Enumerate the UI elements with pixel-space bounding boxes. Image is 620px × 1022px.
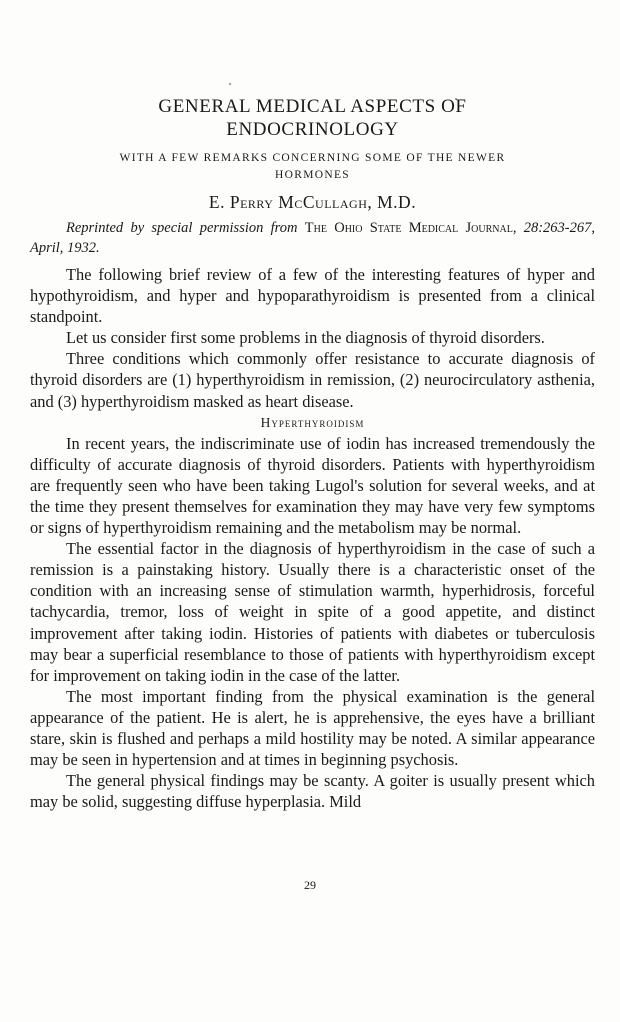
reprint-prefix: Reprinted by special permission from xyxy=(66,220,298,236)
paragraph: Let us consider first some problems in the diagnosis of thyroid disorders. xyxy=(66,328,545,348)
paragraph: In recent years, the indiscriminate use of iodin has increased tremendously the difficulty of accurate diagnosis of thyroid disorders. Patients with hyperthyroidism are frequently seen who have been taking Lugol's solution for several weeks, and at the time they present themselves for examination they may have very few symptoms or signs of hyperthyroidism remaining and the metabolism may be normal. xyxy=(30,433,595,538)
paragraph: The essential factor in the diagnosis of hyperthyroidism in the case of such a remission is a painstaking history. Usually there is a characteristic onset of the condition with an increasing sense of stimulation warmth, hyperhidrosis, forceful tachycardia, tremor, loss of weight in spite of a good appetite, and distinct improvement after taking iodin. Histories of patients with diabetes or tuberculosis may bear a superficial resemblance to those of patients with hyperthyroidism except for improvement on taking iodin in the case of the latter. xyxy=(30,539,595,685)
paragraph: The following brief review of a few of the interesting features of hyper and hypothyroidism, and hyper and hypoparathyroidism is presented from a clinical standpoint. xyxy=(30,265,595,327)
page-number: 29 xyxy=(304,878,316,892)
page-content xyxy=(30,95,595,812)
section-heading: Hyperthyroidism xyxy=(260,414,365,430)
reprint-notice xyxy=(30,218,595,258)
subtitle-line-1: WITH A FEW REMARKS CONCERNING SOME OF THE NEWER xyxy=(119,152,506,164)
paragraph: Three conditions which commonly offer resistance to accurate diagnosis of thyroid disorders are (1) hyperthyroidism in remission, (2) neurocirculatory asthenia, and (3) hyperthyroidism masked as heart disease. xyxy=(30,349,595,411)
article-subtitle xyxy=(30,150,595,184)
article-title xyxy=(30,95,595,141)
citation: 28:263-267, April, 1932. xyxy=(30,220,596,256)
journal-name: The Ohio State Medical Journal, xyxy=(304,220,517,236)
paragraph: The general physical findings may be scanty. A goiter is usually present which may be solid, suggesting diffuse hyperplasia. Mild xyxy=(30,771,595,812)
title-line-2: ENDOCRINOLOGY xyxy=(226,119,399,140)
speck-mark xyxy=(229,83,231,85)
subtitle-line-2: HORMONES xyxy=(275,169,350,181)
author-name: E. Perry McCullagh, M.D. xyxy=(208,192,417,212)
article-body xyxy=(30,264,595,812)
title-line-1: GENERAL MEDICAL ASPECTS OF xyxy=(158,96,467,117)
paragraph: The most important finding from the physical examination is the general appearance of the patient. He is alert, he is apprehensive, the eyes have a brilliant stare, skin is flushed and perhaps a mild hostility may be noted. A similar appearance may be seen in hypertension and at times in beginning psychosis. xyxy=(30,686,595,770)
